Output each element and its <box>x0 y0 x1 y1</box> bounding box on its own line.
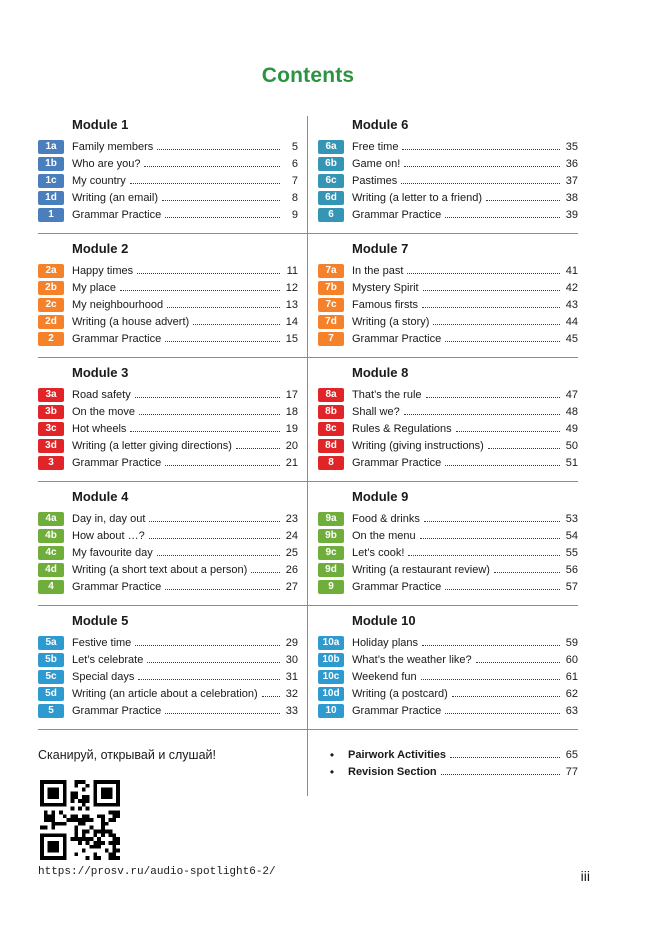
module-heading: Module 1 <box>72 117 129 132</box>
toc <box>38 110 578 780</box>
entry-page: 35 <box>565 140 578 153</box>
toc-row <box>318 454 578 471</box>
lesson-badge: 8d <box>318 439 344 453</box>
toc-row <box>318 527 578 544</box>
dotted-leader <box>422 645 560 646</box>
dotted-leader <box>193 324 280 325</box>
entry-page: 32 <box>285 687 298 700</box>
toc-row <box>318 330 578 347</box>
module-heading: Module 6 <box>352 117 409 132</box>
lesson-badge: 3b <box>38 405 64 419</box>
entry-title: What’s the weather like? <box>352 653 472 666</box>
lesson-badge: 7d <box>318 315 344 329</box>
footer-band <box>38 730 578 780</box>
dotted-leader <box>422 307 560 308</box>
dotted-leader <box>135 397 280 398</box>
module-heading: Module 10 <box>352 613 416 628</box>
entry-page: 41 <box>565 264 578 277</box>
entry-page: 55 <box>565 546 578 559</box>
toc-row <box>38 313 298 330</box>
entry-title: Grammar Practice <box>352 332 442 345</box>
toc-row <box>38 420 298 437</box>
qr-code <box>40 780 120 860</box>
module-section <box>38 489 298 595</box>
lesson-badge: 10c <box>318 670 344 684</box>
page-number: iii <box>580 868 590 884</box>
toc-row <box>38 702 298 719</box>
entry-title: My neighbourhood <box>72 298 164 311</box>
entry-title: Grammar Practice <box>72 456 162 469</box>
entry-title: Writing (a postcard) <box>352 687 448 700</box>
entry-page: 42 <box>565 281 578 294</box>
entry-title: Grammar Practice <box>352 208 442 221</box>
toc-row <box>38 454 298 471</box>
entry-page: 19 <box>285 422 298 435</box>
dotted-leader <box>423 290 560 291</box>
dotted-leader <box>407 273 560 274</box>
lesson-badge: 9a <box>318 512 344 526</box>
entry-title: On the menu <box>352 529 416 542</box>
dotted-leader <box>441 774 560 775</box>
entry-title: Revision Section <box>348 765 437 778</box>
entry-title: Grammar Practice <box>352 456 442 469</box>
toc-row <box>38 578 298 595</box>
lesson-badge: 9c <box>318 546 344 560</box>
dotted-leader <box>494 572 560 573</box>
lesson-badge: 2a <box>38 264 64 278</box>
dotted-leader <box>139 414 280 415</box>
lesson-badge: 10a <box>318 636 344 650</box>
entry-title: Game on! <box>352 157 401 170</box>
toc-row <box>38 386 298 403</box>
entry-title: Mystery Spirit <box>352 281 419 294</box>
toc-row <box>38 510 298 527</box>
module-band <box>38 234 578 358</box>
lesson-badge: 3d <box>38 439 64 453</box>
entry-page: 61 <box>565 670 578 683</box>
bullet-icon: • <box>329 764 335 779</box>
lesson-badge: 10 <box>318 704 344 718</box>
entry-title: Road safety <box>72 388 131 401</box>
lesson-badge: 6a <box>318 140 344 154</box>
module-heading: Module 7 <box>352 241 409 256</box>
entry-title: Let’s cook! <box>352 546 405 559</box>
toc-row <box>318 279 578 296</box>
toc-row <box>38 296 298 313</box>
dotted-leader <box>165 713 280 714</box>
lesson-badge: 4b <box>38 529 64 543</box>
entry-title: My country <box>72 174 126 187</box>
toc-row <box>318 155 578 172</box>
dotted-leader <box>401 183 560 184</box>
toc-row <box>38 634 298 651</box>
dotted-leader <box>130 183 280 184</box>
lesson-badge: 7b <box>318 281 344 295</box>
entry-page: 33 <box>285 704 298 717</box>
module-band <box>38 482 578 606</box>
lesson-badge: 9d <box>318 563 344 577</box>
dotted-leader <box>147 662 280 663</box>
entry-page: 48 <box>565 405 578 418</box>
dotted-leader <box>402 149 560 150</box>
lesson-badge: 1 <box>38 208 64 222</box>
entry-page: 53 <box>565 512 578 525</box>
module-heading: Module 9 <box>352 489 409 504</box>
lesson-badge: 1a <box>38 140 64 154</box>
entry-page: 27 <box>285 580 298 593</box>
extra-row <box>318 763 578 780</box>
lesson-badge: 1c <box>38 174 64 188</box>
entry-title: Shall we? <box>352 405 400 418</box>
entry-title: Special days <box>72 670 135 683</box>
entry-page: 36 <box>565 157 578 170</box>
entry-title: Famous firsts <box>352 298 419 311</box>
entry-page: 56 <box>565 563 578 576</box>
module-heading: Module 4 <box>72 489 129 504</box>
entry-page: 26 <box>285 563 298 576</box>
dotted-leader <box>420 538 560 539</box>
entry-page: 54 <box>565 529 578 542</box>
module-section <box>38 365 298 471</box>
dotted-leader <box>445 713 560 714</box>
toc-row <box>318 510 578 527</box>
toc-row <box>38 527 298 544</box>
dotted-leader <box>433 324 560 325</box>
entry-title: Writing (a letter to a friend) <box>352 191 483 204</box>
lesson-badge: 4d <box>38 563 64 577</box>
dotted-leader <box>426 397 560 398</box>
dotted-leader <box>408 555 560 556</box>
lesson-badge: 3 <box>38 456 64 470</box>
module-section <box>318 613 578 719</box>
toc-row <box>318 313 578 330</box>
entry-page: 62 <box>565 687 578 700</box>
module-section <box>318 365 578 471</box>
entry-page: 31 <box>285 670 298 683</box>
entry-title: Grammar Practice <box>72 208 162 221</box>
dotted-leader <box>165 341 280 342</box>
dotted-leader <box>165 589 280 590</box>
toc-row <box>38 155 298 172</box>
dotted-leader <box>137 273 280 274</box>
entry-page: 43 <box>565 298 578 311</box>
lesson-badge: 8c <box>318 422 344 436</box>
lesson-badge: 6c <box>318 174 344 188</box>
dotted-leader <box>424 521 560 522</box>
toc-row <box>318 420 578 437</box>
entry-page: 24 <box>285 529 298 542</box>
entry-title: My favourite day <box>72 546 153 559</box>
entry-page: 17 <box>285 388 298 401</box>
entry-page: 8 <box>291 191 298 204</box>
module-section <box>318 489 578 595</box>
audio-url: https://prosv.ru/audio-spotlight6-2/ <box>38 866 276 878</box>
entry-page: 45 <box>565 332 578 345</box>
toc-row <box>318 403 578 420</box>
extra-row <box>318 746 578 763</box>
entry-title: Happy times <box>72 264 134 277</box>
toc-row <box>318 262 578 279</box>
toc-row <box>38 172 298 189</box>
entry-page: 44 <box>565 315 578 328</box>
entry-title: Grammar Practice <box>72 332 162 345</box>
toc-row <box>318 634 578 651</box>
toc-row <box>318 172 578 189</box>
lesson-badge: 8 <box>318 456 344 470</box>
entry-page: 13 <box>285 298 298 311</box>
entry-page: 38 <box>565 191 578 204</box>
dotted-leader <box>236 448 280 449</box>
entry-title: On the move <box>72 405 135 418</box>
entry-title: Food & drinks <box>352 512 420 525</box>
lesson-badge: 4c <box>38 546 64 560</box>
dotted-leader <box>130 431 280 432</box>
lesson-badge: 4 <box>38 580 64 594</box>
entry-title: Day in, day out <box>72 512 146 525</box>
toc-row <box>38 403 298 420</box>
dotted-leader <box>445 341 560 342</box>
module-heading: Module 3 <box>72 365 129 380</box>
entry-title: Pairwork Activities <box>348 748 447 761</box>
entry-title: Let’s celebrate <box>72 653 144 666</box>
entry-title: Holiday plans <box>352 636 419 649</box>
lesson-badge: 7c <box>318 298 344 312</box>
dotted-leader <box>404 414 560 415</box>
entry-page: 25 <box>285 546 298 559</box>
dotted-leader <box>149 521 280 522</box>
entry-page: 5 <box>291 140 298 153</box>
lesson-badge: 2b <box>38 281 64 295</box>
dotted-leader <box>445 217 560 218</box>
entry-title: That’s the rule <box>352 388 422 401</box>
entry-title: Pastimes <box>352 174 398 187</box>
entry-title: Writing (an email) <box>72 191 158 204</box>
entry-page: 21 <box>285 456 298 469</box>
entry-title: Grammar Practice <box>72 704 162 717</box>
toc-row <box>38 189 298 206</box>
toc-row <box>318 206 578 223</box>
lesson-badge: 9b <box>318 529 344 543</box>
entry-title: Rules & Regulations <box>352 422 452 435</box>
entry-title: Grammar Practice <box>72 580 162 593</box>
toc-row <box>38 668 298 685</box>
lesson-badge: 2 <box>38 332 64 346</box>
entry-title: Grammar Practice <box>352 580 442 593</box>
lesson-badge: 5d <box>38 687 64 701</box>
toc-row <box>318 296 578 313</box>
toc-row <box>38 651 298 668</box>
entry-page: 14 <box>285 315 298 328</box>
entry-title: Hot wheels <box>72 422 127 435</box>
entry-page: 51 <box>565 456 578 469</box>
entry-page: 29 <box>285 636 298 649</box>
toc-row <box>318 138 578 155</box>
lesson-badge: 4a <box>38 512 64 526</box>
toc-row <box>318 668 578 685</box>
dotted-leader <box>144 166 280 167</box>
toc-row <box>38 330 298 347</box>
entry-page: 39 <box>565 208 578 221</box>
lesson-badge: 3a <box>38 388 64 402</box>
toc-row <box>318 578 578 595</box>
entry-title: Writing (a restaurant review) <box>352 563 490 576</box>
dotted-leader <box>262 696 280 697</box>
toc-row <box>318 544 578 561</box>
lesson-badge: 5c <box>38 670 64 684</box>
lesson-badge: 7a <box>318 264 344 278</box>
entry-page: 63 <box>565 704 578 717</box>
dotted-leader <box>486 200 560 201</box>
entry-page: 60 <box>565 653 578 666</box>
module-section <box>38 241 298 347</box>
toc-row <box>318 561 578 578</box>
module-band <box>38 110 578 234</box>
entry-page: 77 <box>565 765 578 778</box>
entry-page: 47 <box>565 388 578 401</box>
entry-page: 57 <box>565 580 578 593</box>
toc-row <box>38 561 298 578</box>
entry-title: Writing (giving instructions) <box>352 439 484 452</box>
dotted-leader <box>165 217 280 218</box>
lesson-badge: 5 <box>38 704 64 718</box>
module-section <box>38 613 298 719</box>
toc-row <box>38 544 298 561</box>
entry-title: Weekend fun <box>352 670 417 683</box>
lesson-badge: 5a <box>38 636 64 650</box>
entry-page: 18 <box>285 405 298 418</box>
bullet-icon: • <box>329 747 335 762</box>
lesson-badge: 2c <box>38 298 64 312</box>
dotted-leader <box>167 307 280 308</box>
entry-title: Festive time <box>72 636 132 649</box>
lesson-badge: 5b <box>38 653 64 667</box>
module-section <box>318 117 578 223</box>
module-heading: Module 2 <box>72 241 129 256</box>
dotted-leader <box>165 465 280 466</box>
entry-page: 11 <box>286 264 298 277</box>
toc-row <box>38 262 298 279</box>
scan-cell <box>38 746 298 780</box>
entry-page: 37 <box>565 174 578 187</box>
entry-title: Writing (a short text about a person) <box>72 563 248 576</box>
dotted-leader <box>456 431 560 432</box>
dotted-leader <box>445 465 560 466</box>
dotted-leader <box>445 589 560 590</box>
module-band <box>38 606 578 730</box>
module-heading: Module 8 <box>352 365 409 380</box>
lesson-badge: 6 <box>318 208 344 222</box>
module-section <box>38 117 298 223</box>
toc-row <box>318 685 578 702</box>
dotted-leader <box>157 149 280 150</box>
entry-page: 30 <box>285 653 298 666</box>
dotted-leader <box>450 757 560 758</box>
entry-title: Writing (a letter giving directions) <box>72 439 232 452</box>
lesson-badge: 6d <box>318 191 344 205</box>
entry-page: 7 <box>291 174 298 187</box>
entry-page: 65 <box>565 748 578 761</box>
toc-row <box>318 189 578 206</box>
entry-page: 9 <box>291 208 298 221</box>
entry-page: 49 <box>565 422 578 435</box>
lesson-badge: 10d <box>318 687 344 701</box>
dotted-leader <box>476 662 560 663</box>
entry-title: Writing (a house advert) <box>72 315 190 328</box>
module-section <box>318 241 578 347</box>
lesson-badge: 10b <box>318 653 344 667</box>
dotted-leader <box>488 448 560 449</box>
toc-row <box>318 702 578 719</box>
lesson-badge: 9 <box>318 580 344 594</box>
toc-row <box>318 386 578 403</box>
lesson-badge: 8a <box>318 388 344 402</box>
toc-row <box>38 206 298 223</box>
lesson-badge: 2d <box>38 315 64 329</box>
toc-row <box>38 279 298 296</box>
entry-title: Who are you? <box>72 157 141 170</box>
entry-page: 59 <box>565 636 578 649</box>
page-title: Contents <box>261 64 355 87</box>
dotted-leader <box>120 290 280 291</box>
lesson-badge: 6b <box>318 157 344 171</box>
entry-title: Free time <box>352 140 399 153</box>
extras-list <box>318 746 578 780</box>
lesson-badge: 1b <box>38 157 64 171</box>
toc-row <box>38 138 298 155</box>
dotted-leader <box>135 645 280 646</box>
scan-prompt: Сканируй, открывай и слушай! <box>38 748 216 762</box>
dotted-leader <box>162 200 280 201</box>
entry-title: In the past <box>352 264 404 277</box>
entry-page: 23 <box>285 512 298 525</box>
entry-title: Writing (an article about a celebration) <box>72 687 258 700</box>
dotted-leader <box>138 679 280 680</box>
entry-page: 15 <box>285 332 298 345</box>
lesson-badge: 7 <box>318 332 344 346</box>
dotted-leader <box>404 166 560 167</box>
toc-row <box>38 437 298 454</box>
entry-title: How about …? <box>72 529 145 542</box>
toc-row <box>38 685 298 702</box>
entry-title: My place <box>72 281 117 294</box>
entry-title: Writing (a story) <box>352 315 430 328</box>
toc-row <box>318 651 578 668</box>
toc-row <box>318 437 578 454</box>
lesson-badge: 8b <box>318 405 344 419</box>
module-bands <box>38 110 578 730</box>
module-band <box>38 358 578 482</box>
dotted-leader <box>421 679 560 680</box>
lesson-badge: 1d <box>38 191 64 205</box>
dotted-leader <box>157 555 280 556</box>
column-divider <box>307 116 308 796</box>
entry-page: 20 <box>285 439 298 452</box>
module-heading: Module 5 <box>72 613 129 628</box>
entry-title: Grammar Practice <box>352 704 442 717</box>
entry-page: 6 <box>291 157 298 170</box>
entry-page: 50 <box>565 439 578 452</box>
dotted-leader <box>251 572 280 573</box>
lesson-badge: 3c <box>38 422 64 436</box>
dotted-leader <box>452 696 560 697</box>
entry-page: 12 <box>285 281 298 294</box>
entry-title: Family members <box>72 140 154 153</box>
dotted-leader <box>149 538 280 539</box>
